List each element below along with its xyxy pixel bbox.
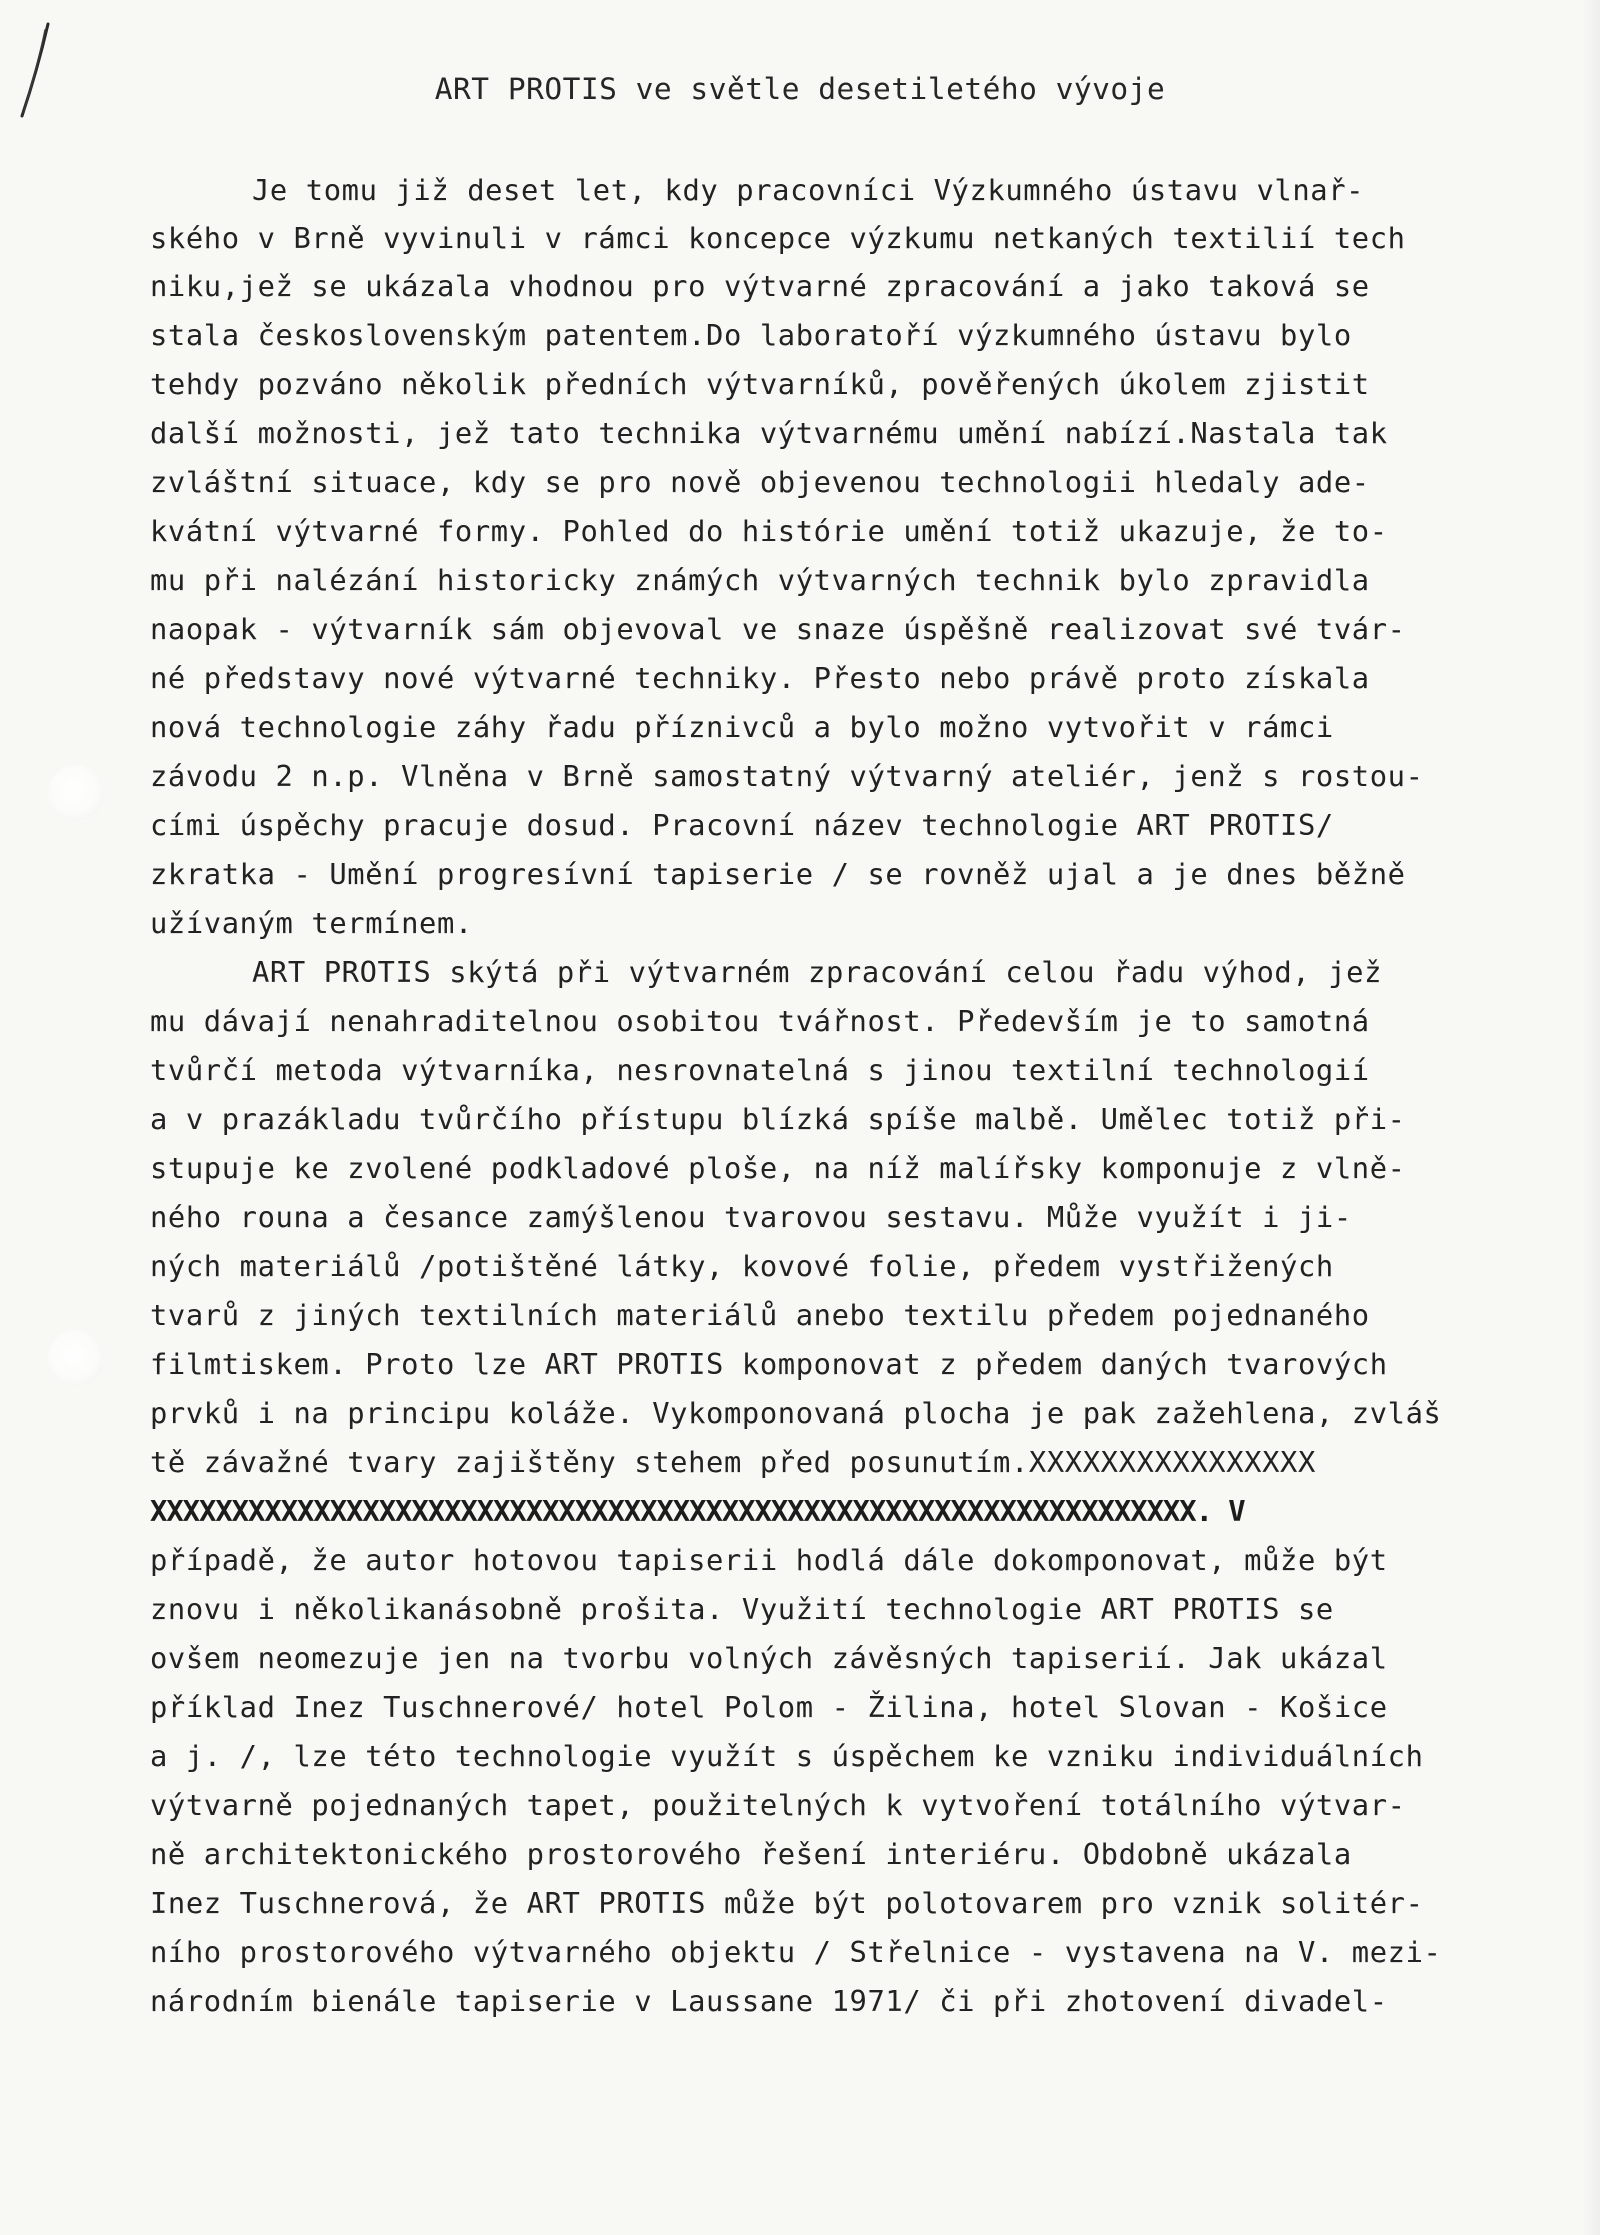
text-line: tvůrčí metoda výtvarníka, nesrovnatelná s jinou textilní technologií bbox=[150, 1053, 1370, 1087]
text-line: ně architektonického prostorového řešení interiéru. Obdobně ukázala bbox=[150, 1837, 1352, 1871]
text-line: mu při nalézání historicky známých výtvarných technik bylo zpravidla bbox=[150, 563, 1370, 597]
text-line: ského v Brně vyvinuli v rámci koncepce výzkumu netkaných textilií tech bbox=[150, 221, 1406, 255]
text-line: ovšem neomezuje jen na tvorbu volných závěsných tapiserií. Jak ukázal bbox=[150, 1641, 1388, 1675]
text-line: kvátní výtvarné formy. Pohled do histórie umění totiž ukazuje, že to- bbox=[150, 514, 1388, 548]
document-title: ART PROTIS ve světle desetiletého vývoje bbox=[434, 72, 1166, 106]
text-line: ART PROTIS skýtá při výtvarném zpracování celou řadu výhod, jež bbox=[252, 955, 1383, 989]
text-line: ných materiálů /potištěné látky, kovové folie, předem vystřižených bbox=[150, 1249, 1334, 1283]
text-line: další možnosti, jež tato technika výtvarnému umění nabízí.Nastala tak bbox=[150, 416, 1388, 450]
text-line: národním bienále tapiserie v Laussane 1971/ či při zhotovení divadel- bbox=[150, 1984, 1388, 2018]
text-line: příklad Inez Tuschnerové/ hotel Polom - Žilina, hotel Slovan - Košice bbox=[150, 1690, 1388, 1724]
text-line: případě, že autor hotovou tapiserii hodlá dále dokomponovat, může být bbox=[150, 1543, 1388, 1577]
text-line: filmtiskem. Proto lze ART PROTIS komponovat z předem daných tvarových bbox=[150, 1347, 1388, 1381]
text-line: znovu i několikanásobně prošita. Využití technologie ART PROTIS se bbox=[150, 1592, 1334, 1626]
punch-hole-top bbox=[48, 765, 104, 821]
page-edge-shadow bbox=[1582, 0, 1600, 2235]
text-line: užívaným termínem. bbox=[150, 906, 473, 940]
text-line: a v prazákladu tvůrčího přístupu blízká spíše malbě. Umělec totiž při- bbox=[150, 1102, 1406, 1136]
text-line: naopak - výtvarník sám objevoval ve snaze úspěšně realizovat své tvár- bbox=[150, 612, 1406, 646]
text-line: stala československým patentem.Do laboratoří výzkumného ústavu bylo bbox=[150, 318, 1352, 352]
text-line: tě závažné tvary zajištěny stehem před posunutím.XXXXXXXXXXXXXXXX bbox=[150, 1445, 1316, 1479]
text-line: né představy nové výtvarné techniky. Přesto nebo právě proto získala bbox=[150, 661, 1370, 695]
text-line: a j. /, lze této technologie využít s úspěchem ke vzniku individuálních bbox=[150, 1739, 1424, 1773]
text-line: prvků i na principu koláže. Vykomponovaná plocha je pak zažehlena, zvláš bbox=[150, 1396, 1442, 1430]
text-line: výtvarně pojednaných tapet, použitelných k vytvoření totálního výtvar- bbox=[150, 1788, 1406, 1822]
text-line: stupuje ke zvolené podkladové ploše, na níž malířsky komponuje z vlně- bbox=[150, 1151, 1406, 1185]
text-line: ného rouna a česance zamýšlenou tvarovou sestavu. Může využít i ji- bbox=[150, 1200, 1352, 1234]
text-line: nová technologie záhy řadu příznivců a bylo možno vytvořit v rámci bbox=[150, 710, 1334, 744]
text-line: ního prostorového výtvarného objektu / Střelnice - vystavena na V. mezi- bbox=[150, 1935, 1442, 1969]
text-line: mu dávají nenahraditelnou osobitou tvářnost. Především je to samotná bbox=[150, 1004, 1370, 1038]
text-line: niku,jež se ukázala vhodnou pro výtvarné zpracování a jako taková se bbox=[150, 269, 1370, 303]
text-line: cími úspěchy pracuje dosud. Pracovní název technologie ART PROTIS/ bbox=[150, 808, 1334, 842]
struck-out-line: XXXXXXXXXXXXXXXXXXXXXXXXXXXXXXXXXXXXXXXXXXXXXXXXXXXXXXXXXXXXXXXX. V bbox=[150, 1494, 1245, 1528]
text-line: zkratka - Umění progresívní tapiserie / se rovněž ujal a je dnes běžně bbox=[150, 857, 1406, 891]
text-line: tvarů z jiných textilních materiálů anebo textilu předem pojednaného bbox=[150, 1298, 1370, 1332]
text-line: Je tomu již deset let, kdy pracovníci Výzkumného ústavu vlnař- bbox=[252, 173, 1365, 207]
text-line: tehdy pozváno několik předních výtvarníků, pověřených úkolem zjistit bbox=[150, 367, 1370, 401]
text-line: závodu 2 n.p. Vlněna v Brně samostatný výtvarný ateliér, jenž s rostou- bbox=[150, 759, 1424, 793]
text-line: Inez Tuschnerová, že ART PROTIS může být polotovarem pro vznik solitér- bbox=[150, 1886, 1424, 1920]
punch-hole-bottom bbox=[48, 1330, 104, 1386]
text-line: zvláštní situace, kdy se pro nově objevenou technologii hledaly ade- bbox=[150, 465, 1370, 499]
